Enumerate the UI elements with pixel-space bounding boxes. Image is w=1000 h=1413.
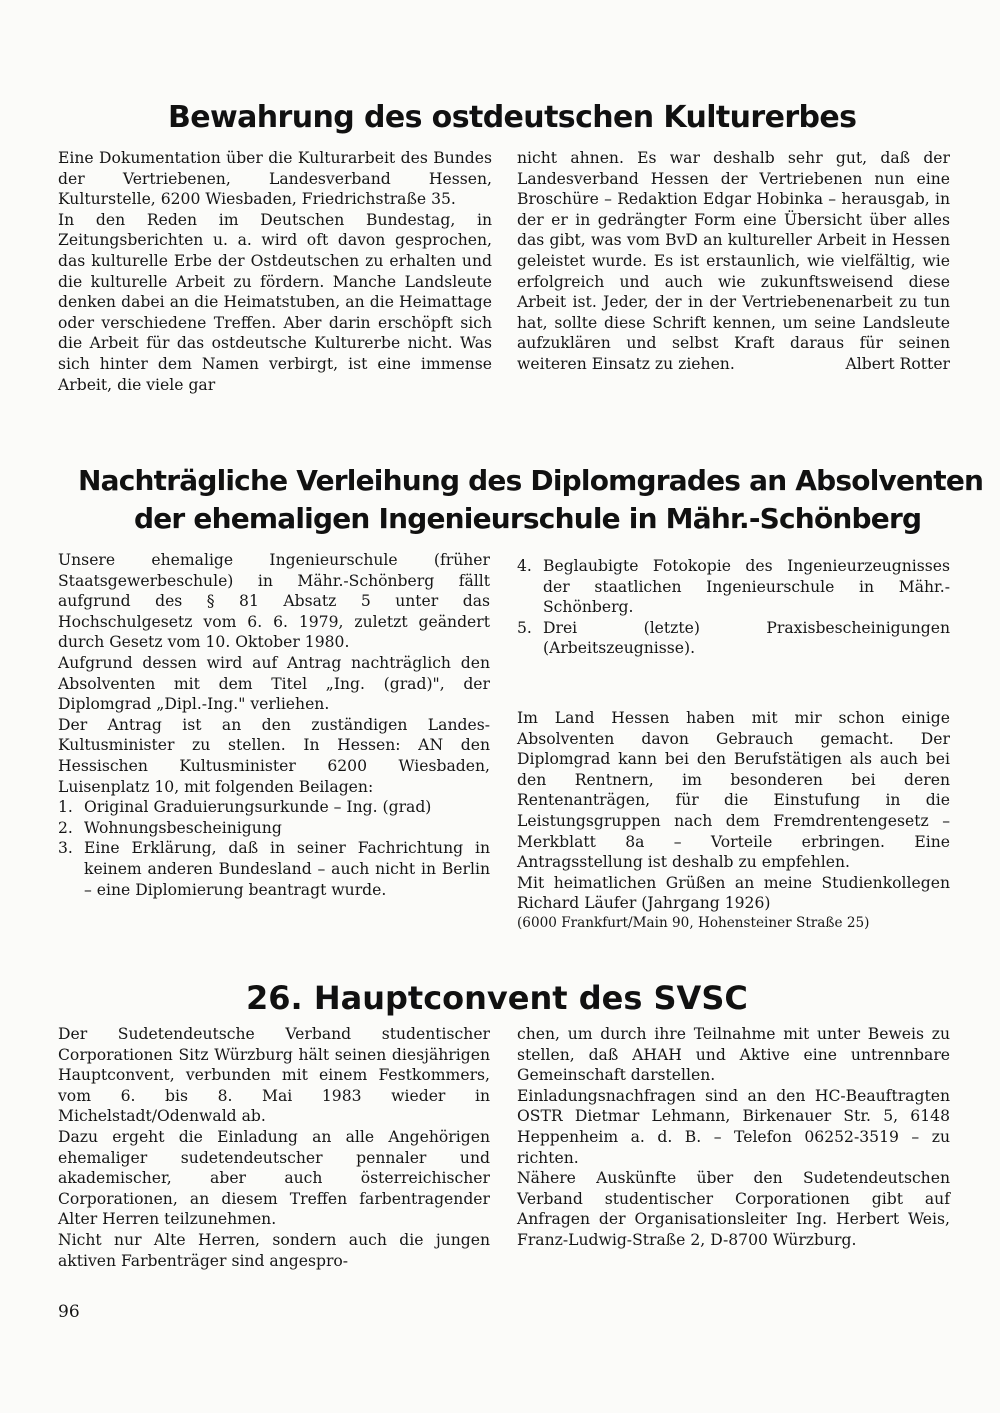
- paragraph: Der Sudetendeutsche Verband studentischer Corporationen Sitz Würzburg hält seinen diesjährigen Hauptconvent, verbunden mit einem Festkommers, vom 6. bis 8. Mai 1983 wieder in Michelstadt/Odenwald ab.: [58, 1025, 490, 1126]
- article-title-hauptconvent: 26. Hauptconvent des SVSC: [246, 979, 748, 1017]
- paragraph: Dazu ergeht die Einladung an alle Angehörigen ehemaliger sudetendeutscher pennaler und akademischer, aber auch österreichischer Corporationen, an diesem Treffen farbentragender Alter Herren teilzunehmen.: [58, 1127, 490, 1229]
- article-diplomgrad-right-column: [517, 556, 950, 932]
- article-diplomgrad-left-column: [58, 550, 490, 900]
- paragraph-text: nicht ahnen. Es war deshalb sehr gut, daß der Landesverband Hessen der Vertriebenen nun eine Broschüre – Redaktion Edgar Hobinka – herausgab, in der er in gedrängter Form eine Übersicht über alles das gibt, was vom BvD an kultureller Arbeit in Hessen geleistet wurde. Es ist erstaunlich, wie vielfältig, wie erfolgreich und auch wie zukunftsweisend diese Arbeit ist. Jeder, der in der Vertriebenenarbeit zu tun hat, sollte diese Schrift kennen, um seine Landsleute aufzuklären und selbst Kraft daraus für seinen weiteren Einsatz zu ziehen.: [517, 149, 950, 373]
- list-item: 4. Beglaubigte Fotokopie des Ingenieurzeugnisses der staatlichen Ingenieurschule in Mähr.-Schönberg.: [517, 557, 950, 617]
- paragraph: Nicht nur Alte Herren, sondern auch die jungen aktiven Farbenträger sind angespro-: [58, 1230, 490, 1270]
- paragraph: In den Reden im Deutschen Bundestag, in Zeitungsberichten u. a. wird oft davon gesprochen, das kulturelle Erbe der Ostdeutschen zu erhalten und die kulturelle Arbeit zu fördern. Manche Landsleute denken dabei an die Heimatstuben, an die Heimattage oder verschiedene Treffen. Aber darin erschöpft sich die Arbeit für das ostdeutsche Kulturerbe nicht. Was sich hinter dem Namen verbirgt, ist eine immense Arbeit, die viele gar: [58, 210, 492, 394]
- paragraph: Mit heimatlichen Grüßen an meine Studienkollegen Richard Läufer (Jahrgang 1926): [517, 873, 950, 913]
- article-title-diplomgrad-line1: Nachträgliche Verleihung des Diplomgrades an Absolventen: [78, 464, 984, 497]
- paragraph: Der Antrag ist an den zuständigen Landes-Kultusminister zu stellen. In Hessen: AN den Hessischen Kultusminister 6200 Wiesbaden, Luisenplatz 10, mit folgenden Beilagen:: [58, 715, 490, 796]
- spacer: [517, 659, 950, 708]
- paragraph: Nähere Auskünfte über den Sudetendeutschen Verband studentischer Corporationen gibt auf Anfragen der Organisationsleiter Ing. Herbert Weis, Franz-Ludwig-Straße 2, D-8700 Würzburg.: [517, 1169, 950, 1249]
- article-kulturerbe-right-column: [517, 148, 950, 375]
- list-item: 2. Wohnungsbescheinigung: [58, 818, 282, 837]
- paragraph: Eine Dokumentation über die Kulturarbeit des Bundes der Vertriebenen, Landesverband Hessen, Kulturstelle, 6200 Wiesbaden, Friedrichstraße 35.: [58, 149, 492, 209]
- article-hauptconvent-left-column: [58, 1024, 490, 1271]
- paragraph: Im Land Hessen haben mit mir schon einige Absolventen davon Gebrauch gemacht. Der Diplomgrad kann bei den Berufstätigen als auch bei den Rentnern, im besonderen bei deren Rentenanträgen, für die Einstufung in die Leistungsgruppen nach dem Fremdrentengesetz – Merkblatt 8a – Vorteile erbringen. Eine Antragsstellung ist deshalb zu empfehlen.: [517, 708, 950, 872]
- paragraph: [517, 148, 950, 375]
- article-title-kulturerbe: Bewahrung des ostdeutschen Kulturerbes: [168, 100, 857, 135]
- list-item: 5. Drei (letzte) Praxisbescheinigungen (Arbeitszeugnisse).: [517, 618, 950, 658]
- author-address: (6000 Frankfurt/Main 90, Hohensteiner Straße 25): [517, 914, 870, 931]
- paragraph: Einladungsnachfragen sind an den HC-Beauftragten OSTR Dietmar Lehmann, Birkenauer Str. 5, 6148 Heppenheim a. d. B. – Telefon 06252-3519 – zu richten.: [517, 1086, 950, 1167]
- list-item: 1. Original Graduierungsurkunde – Ing. (grad): [58, 798, 432, 817]
- paragraph: Unsere ehemalige Ingenieurschule (früher Staatsgewerbeschule) in Mähr.-Schönberg fällt aufgrund des § 81 Absatz 5 unter das Hochschulgesetz vom 6. 6. 1979, zuletzt geändert durch Gesetz vom 10. Oktober 1980.: [58, 551, 490, 652]
- author-signature: Albert Rotter: [845, 354, 950, 373]
- paragraph: Aufgrund dessen wird auf Antrag nachträglich den Absolventen mit dem Titel „Ing. (grad)", der Diplomgrad „Dipl.-Ing." verliehen.: [58, 653, 490, 714]
- article-hauptconvent-right-column: [517, 1024, 950, 1251]
- article-title-diplomgrad-line2: der ehemaligen Ingenieurschule in Mähr.-Schönberg: [134, 502, 922, 535]
- enclosure-list-continued: [517, 556, 950, 659]
- enclosure-list: [58, 797, 490, 900]
- paragraph: chen, um durch ihre Teilnahme mit unter Beweis zu stellen, daß AHAH und Aktive eine untrennbare Gemeinschaft darstellen.: [517, 1025, 950, 1085]
- page-number: 96: [58, 1302, 80, 1322]
- list-item: 3. Eine Erklärung, daß in seiner Fachrichtung in keinem anderen Bundesland – auch nicht in Berlin – eine Diplomierung beantragt wurde.: [58, 839, 490, 899]
- article-kulturerbe-left-column: [58, 148, 492, 395]
